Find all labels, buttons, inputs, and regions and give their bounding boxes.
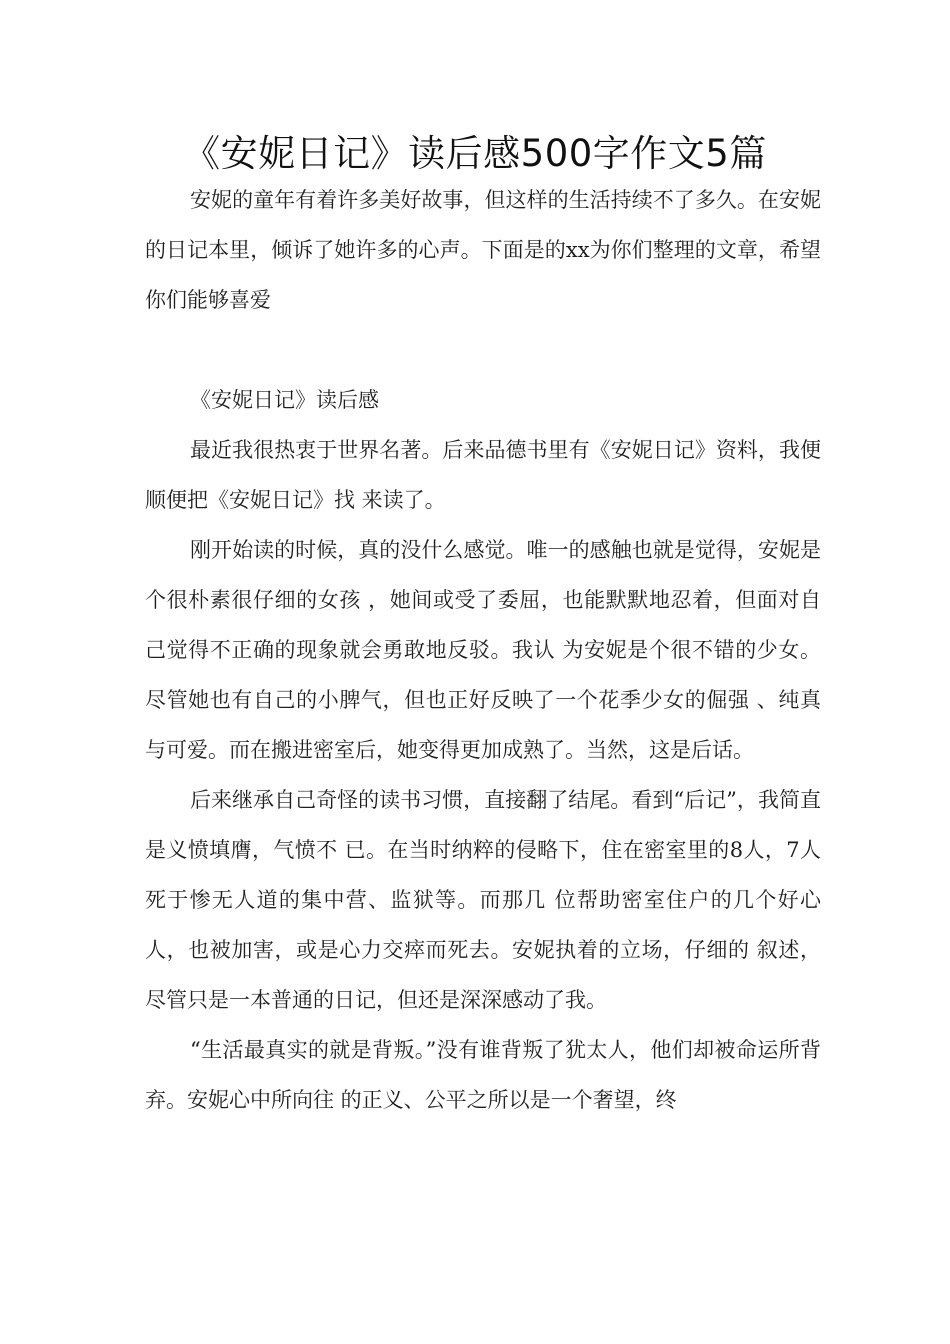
intro-block: [145, 175, 821, 325]
intro-paragraph: 安妮的童年有着许多美好故事，但这样的生活持续不了多久。在安妮的日记本里，倾诉了她许多的心声。下面是的xx为你们整理的文章，希望你们能够喜爱: [145, 188, 821, 312]
essay-section: [145, 375, 821, 1125]
section-heading: 《安妮日记》读后感: [190, 388, 379, 412]
document-title: 《安妮日记》读后感500字作文5篇: [183, 132, 767, 175]
essay-paragraph: 最近我很热衷于世界名著。后来品德书里有《安妮日记》资料，我便顺便把《安妮日记》找 来读了。: [145, 438, 821, 512]
essay-paragraph: 刚开始读的时候，真的没什么感觉。唯一的感触也就是觉得，安妮是个很朴素很仔细的女孩 ，她间或受了委屈，也能默默地忍着，但面对自己觉得不正确的现象就会勇敢地反驳。我认 为安妮是个很不错的少女。尽管她也有自己的小脾气，但也正好反映了一个花季少女的倔强 、纯真与可爱。而在搬进密室后，她变得更加成熟了。当然，这是后话。: [145, 538, 821, 762]
essay-paragraph: “生活最真实的就是背叛。”没有谁背叛了犹太人，他们却被命运所背弃。安妮心中所向往 的正义、公平之所以是一个奢望，终: [145, 1038, 821, 1112]
essay-paragraph: 后来继承自己奇怪的读书习惯，直接翻了结尾。看到“后记”，我简直是义愤填膺，气愤不 已。在当时纳粹的侵略下，住在密室里的8人，7人死于惨无人道的集中营、监狱等。而那几 位帮助密室住户的几个好心人，也被加害，或是心力交瘁而死去。安妮执着的立场，仔细的 叙述，尽管只是一本普通的日记，但还是深深感动了我。: [145, 788, 821, 1012]
